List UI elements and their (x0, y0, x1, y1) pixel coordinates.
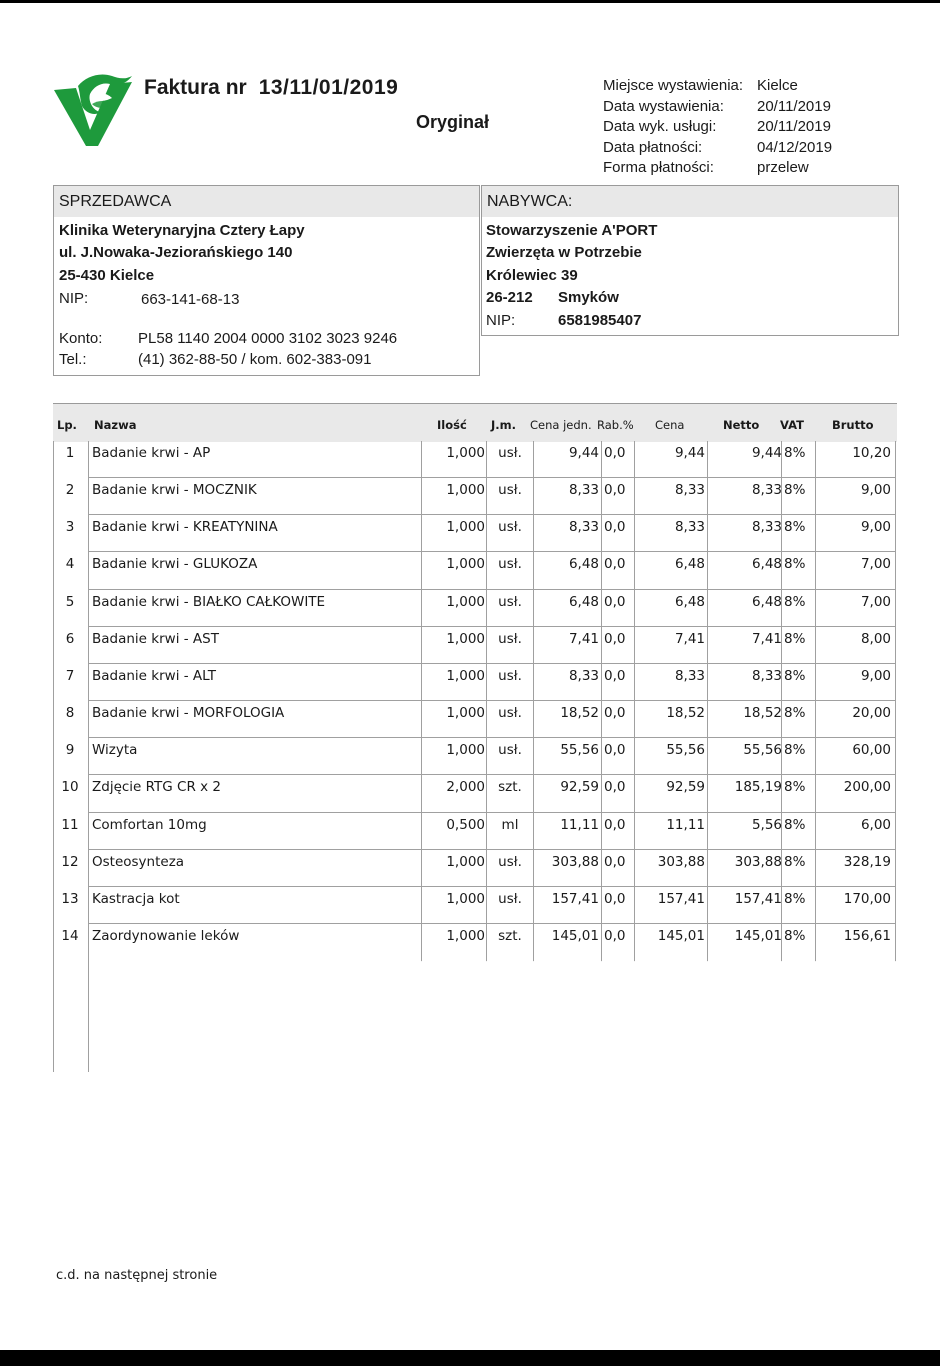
row-6-gross: 8,00 (860, 630, 891, 647)
row-1-lp: 1 (65, 445, 75, 461)
row-4-net: 6,48 (751, 556, 782, 573)
buyer-nip: 6581985407 (558, 312, 642, 329)
row-2-lp: 2 (65, 482, 75, 499)
row-7-name: Badanie krwi - ALT (92, 667, 217, 684)
row-12-discount: 0,0 (604, 853, 626, 870)
row-6-unit: usł. (498, 630, 522, 647)
meta-label: Forma płatności: (603, 159, 714, 177)
row-10-unit-price: 92,59 (560, 779, 599, 796)
row-5-gross: 7,00 (860, 593, 891, 610)
row-12-name: Osteosynteza (92, 853, 185, 870)
row-8-lp: 8 (65, 705, 75, 722)
row-9-discount: 0,0 (604, 742, 626, 759)
row-14-unit-price: 145,01 (551, 927, 599, 944)
row-13-name: Kastracja kot (92, 890, 180, 907)
row-7-net: 8,33 (751, 667, 782, 684)
row-3-lp: 3 (65, 519, 75, 536)
th-vat: VAT (780, 418, 804, 432)
row-3-name: Badanie krwi - KREATYNINA (92, 519, 278, 536)
meta-value: przelew (757, 159, 809, 177)
seller-nip-label: NIP: (59, 290, 89, 307)
row-4-name: Badanie krwi - GLUKOZA (92, 556, 258, 573)
row-14-gross: 156,61 (843, 927, 891, 944)
row-2-qty: 1,000 (446, 482, 485, 499)
row-3-price: 8,33 (674, 519, 705, 536)
row-12-price: 303,88 (657, 853, 705, 870)
row-11-unit-price: 11,11 (560, 816, 599, 833)
row-2-vat: 8% (784, 482, 806, 499)
row-1-discount: 0,0 (604, 445, 626, 461)
row-12-qty: 1,000 (446, 853, 485, 870)
row-14-lp: 14 (61, 927, 79, 944)
row-2-price: 8,33 (674, 482, 705, 499)
bottom-edge (0, 1350, 940, 1366)
th-price: Cena (655, 418, 685, 432)
row-10-net: 185,19 (734, 779, 782, 796)
row-12-unit-price: 303,88 (551, 853, 599, 870)
row-3-qty: 1,000 (446, 519, 485, 536)
row-10-gross: 200,00 (843, 779, 891, 796)
meta-label: Data wyk. usługi: (603, 118, 717, 136)
th-net: Netto (723, 418, 760, 432)
row-14-net: 145,01 (734, 927, 782, 944)
row-8-net: 18,52 (743, 705, 782, 722)
row-11-gross: 6,00 (860, 816, 891, 833)
row-13-price: 157,41 (657, 890, 705, 907)
row-7-discount: 0,0 (604, 667, 626, 684)
buyer-postcode: 26-212 (486, 289, 533, 306)
row-5-discount: 0,0 (604, 593, 626, 610)
row-5-unit: usł. (498, 593, 522, 610)
th-discount: Rab.% (597, 418, 634, 432)
buyer-name-line1: Stowarzyszenie A'PORT (486, 222, 658, 239)
row-14-qty: 1,000 (446, 927, 485, 944)
row-3-net: 8,33 (751, 519, 782, 536)
row-4-discount: 0,0 (604, 556, 626, 573)
row-13-gross: 170,00 (843, 890, 891, 907)
row-14-discount: 0,0 (604, 927, 626, 944)
buyer-city: Smyków (558, 289, 619, 306)
row-9-vat: 8% (784, 742, 806, 759)
row-6-net: 7,41 (751, 630, 782, 647)
seller-street: ul. J.Nowaka-Jeziorańskiego 140 (59, 244, 293, 261)
row-5-price: 6,48 (674, 593, 705, 610)
row-3-discount: 0,0 (604, 519, 626, 536)
row-13-unit-price: 157,41 (551, 890, 599, 907)
row-9-unit-price: 55,56 (560, 742, 599, 759)
row-5-vat: 8% (784, 593, 806, 610)
row-9-price: 55,56 (666, 742, 705, 759)
row-2-net: 8,33 (751, 482, 782, 499)
row-8-unit: usł. (498, 705, 522, 722)
buyer-nip-label: NIP: (486, 312, 516, 329)
row-11-discount: 0,0 (604, 816, 626, 833)
row-3-gross: 9,00 (860, 519, 891, 536)
th-gross: Brutto (832, 418, 874, 432)
row-10-qty: 2,000 (446, 779, 485, 796)
row-6-discount: 0,0 (604, 630, 626, 647)
row-11-vat: 8% (784, 816, 806, 833)
row-8-price: 18,52 (666, 705, 705, 722)
meta-value: Kielce (757, 77, 798, 94)
copy-type: Oryginał (416, 112, 490, 132)
meta-label: Data wystawienia: (603, 97, 724, 115)
row-1-price: 9,44 (674, 445, 705, 461)
row-12-unit: usł. (498, 853, 522, 870)
meta-value: 20/11/2019 (757, 97, 831, 115)
invoice-title-prefix: Faktura nr (144, 76, 247, 99)
row-3-vat: 8% (784, 519, 806, 536)
row-5-unit-price: 6,48 (568, 593, 599, 610)
row-7-qty: 1,000 (446, 667, 485, 684)
row-11-qty: 0,500 (446, 816, 485, 833)
row-2-unit-price: 8,33 (568, 482, 599, 499)
row-7-unit: usł. (498, 667, 522, 684)
seller-phone-label: Tel.: (59, 351, 87, 368)
row-12-lp: 12 (61, 853, 79, 870)
row-14-name: Zaordynowanie leków (92, 927, 240, 944)
row-13-vat: 8% (784, 890, 806, 907)
row-9-qty: 1,000 (446, 742, 485, 759)
th-unit: J.m. (491, 418, 516, 432)
meta-label: Data płatności: (603, 138, 703, 156)
row-10-discount: 0,0 (604, 779, 626, 796)
row-4-price: 6,48 (674, 556, 705, 573)
th-lp: Lp. (57, 418, 77, 432)
meta-label: Miejsce wystawienia: (603, 77, 744, 94)
row-13-net: 157,41 (734, 890, 782, 907)
row-1-vat: 8% (784, 445, 806, 461)
row-5-net: 6,48 (751, 593, 782, 610)
row-9-net: 55,56 (743, 742, 782, 759)
row-7-lp: 7 (65, 667, 75, 684)
row-1-gross: 10,20 (852, 445, 891, 461)
buyer-name-line2: Zwierzęta w Potrzebie (486, 244, 642, 261)
row-5-name: Badanie krwi - BIAŁKO CAŁKOWITE (92, 593, 326, 610)
row-7-unit-price: 8,33 (568, 667, 599, 684)
row-8-gross: 20,00 (852, 705, 891, 722)
row-10-price: 92,59 (666, 779, 705, 796)
row-7-vat: 8% (784, 667, 806, 684)
row-1-qty: 1,000 (446, 445, 485, 461)
row-14-vat: 8% (784, 927, 806, 944)
row-10-vat: 8% (784, 779, 806, 796)
row-4-lp: 4 (65, 556, 75, 573)
row-7-gross: 9,00 (860, 667, 891, 684)
row-10-unit: szt. (498, 779, 522, 796)
seller-city: 25-430 Kielce (59, 267, 155, 284)
row-4-gross: 7,00 (860, 556, 891, 573)
row-11-lp: 11 (61, 816, 79, 833)
meta-value: 04/12/2019 (757, 138, 833, 156)
row-8-vat: 8% (784, 705, 806, 722)
row-9-name: Wizyta (92, 742, 138, 759)
row-13-lp: 13 (61, 890, 79, 907)
row-2-gross: 9,00 (860, 482, 891, 499)
row-4-qty: 1,000 (446, 556, 485, 573)
row-11-unit: ml (501, 816, 519, 833)
row-1-unit: usł. (498, 445, 522, 461)
seller-account-label: Konto: (59, 330, 103, 347)
row-9-lp: 9 (65, 742, 75, 759)
buyer-header: NABYWCA: (482, 186, 898, 217)
row-10-lp: 10 (61, 779, 79, 796)
row-11-name: Comfortan 10mg (92, 816, 207, 833)
row-8-name: Badanie krwi - MORFOLOGIA (92, 705, 285, 722)
row-4-unit-price: 6,48 (568, 556, 599, 573)
row-2-discount: 0,0 (604, 482, 626, 499)
row-6-lp: 6 (65, 630, 75, 647)
seller-nip: 663-141-68-13 (141, 291, 240, 308)
meta-value: 20/11/2019 (757, 118, 831, 136)
row-13-qty: 1,000 (446, 890, 485, 907)
row-1-net: 9,44 (751, 445, 782, 461)
row-11-net: 5,56 (751, 816, 782, 833)
th-qty: Ilość (437, 418, 467, 432)
row-1-name: Badanie krwi - AP (92, 445, 211, 461)
row-8-unit-price: 18,52 (560, 705, 599, 722)
th-unit-price: Cena jedn. (530, 418, 592, 432)
row-13-discount: 0,0 (604, 890, 626, 907)
row-4-vat: 8% (784, 556, 806, 573)
row-12-gross: 328,19 (843, 853, 891, 870)
seller-name: Klinika Weterynaryjna Cztery Łapy (59, 222, 305, 239)
row-4-unit: usł. (498, 556, 522, 573)
seller-header: SPRZEDAWCA (54, 186, 479, 217)
row-6-vat: 8% (784, 630, 806, 647)
seller-phone: (41) 362-88-50 / kom. 602-383-091 (138, 351, 372, 368)
row-3-unit-price: 8,33 (568, 519, 599, 536)
th-name: Nazwa (94, 418, 137, 432)
row-9-gross: 60,00 (852, 742, 891, 759)
row-6-qty: 1,000 (446, 630, 485, 647)
row-8-qty: 1,000 (446, 705, 485, 722)
row-5-qty: 1,000 (446, 593, 485, 610)
seller-account: PL58 1140 2004 0000 3102 3023 9246 (138, 330, 398, 347)
row-12-net: 303,88 (734, 853, 782, 870)
row-2-name: Badanie krwi - MOCZNIK (92, 482, 257, 499)
row-6-name: Badanie krwi - AST (92, 630, 219, 647)
row-12-vat: 8% (784, 853, 806, 870)
continued-note: c.d. na następnej stronie (56, 1268, 218, 1283)
row-9-unit: usł. (498, 742, 522, 759)
row-14-price: 145,01 (657, 927, 705, 944)
row-10-name: Zdjęcie RTG CR x 2 (92, 779, 222, 796)
row-14-unit: szt. (498, 927, 522, 944)
row-5-lp: 5 (65, 593, 75, 610)
row-1-unit-price: 9,44 (568, 445, 599, 461)
invoice-number: 13/11/01/2019 (258, 76, 399, 99)
row-7-price: 8,33 (674, 667, 705, 684)
buyer-street: Królewiec 39 (486, 267, 578, 284)
row-13-unit: usł. (498, 890, 522, 907)
row-3-unit: usł. (498, 519, 522, 536)
row-6-price: 7,41 (674, 630, 705, 647)
row-2-unit: usł. (498, 482, 522, 499)
row-11-price: 11,11 (666, 816, 705, 833)
row-8-discount: 0,0 (604, 705, 626, 722)
row-6-unit-price: 7,41 (568, 630, 599, 647)
